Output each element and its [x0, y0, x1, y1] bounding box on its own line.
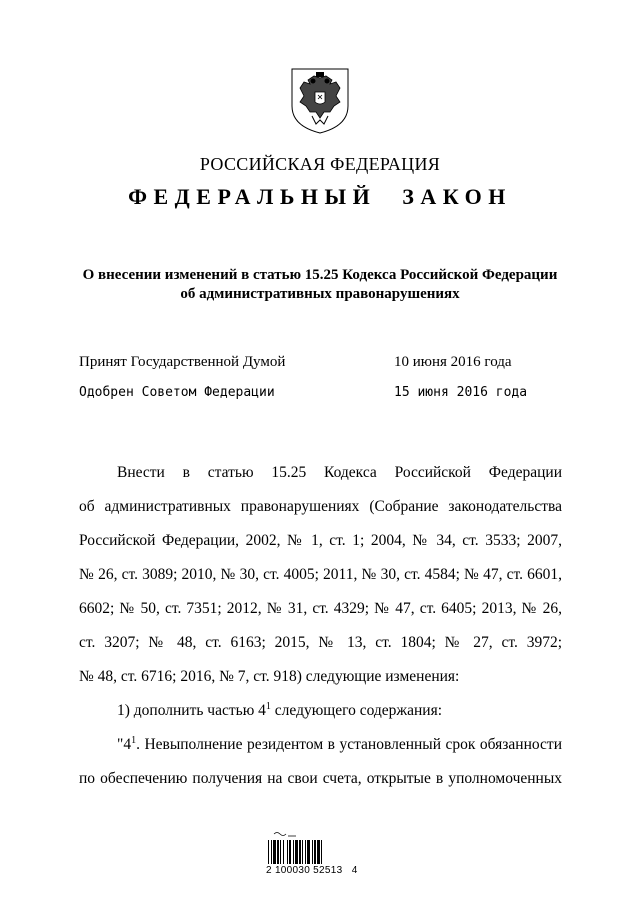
law-type-heading: ФЕДЕРАЛЬНЫЙ ЗАКОН [128, 184, 512, 209]
duma-adoption-date: 10 июня 2016 года [394, 354, 512, 370]
duma-adoption-label: Принят Государственной Думой [79, 354, 286, 370]
body-line: Российской Федерации, 2002, № 1, ст. 1; 2004, № 34, ст. 3533; 2007, [79, 532, 562, 549]
superscript: 1 [265, 700, 271, 712]
superscript: 1 [131, 734, 137, 746]
law-title-line: О внесении изменений в статью 15.25 Кодекса Российской Федерации [82, 267, 558, 283]
body-line: ст. 3207; № 48, ст. 6163; 2015, № 13, ст. 1804; № 27, ст. 3972; [79, 634, 562, 651]
body-line: Внести в статью 15.25 Кодекса Российской Федерации [117, 464, 562, 481]
council-approval-date: 15 июня 2016 года [394, 385, 528, 400]
body-line: № 26, ст. 3089; 2010, № 30, ст. 4005; 2011, № 30, ст. 4584; № 47, ст. 6601, [79, 566, 562, 583]
quoted-part-line: по обеспечению получения на свои счета, открытые в уполномоченных [79, 770, 562, 787]
amendment-item-text: следующего содержания: [270, 702, 443, 719]
quote-text: . Невыполнение резидентом в установленный срок обязанности [136, 736, 562, 753]
country-heading: РОССИЙСКАЯ ФЕДЕРАЦИЯ [199, 154, 441, 174]
body-line: об административных правонарушениях (Собрание законодательства [79, 498, 562, 515]
law-title-line: об административных правонарушениях [180, 286, 460, 302]
amendment-item-1 [79, 694, 562, 728]
quote-open: "4 [117, 736, 132, 753]
amendment-item-text: 1) дополнить частью 4 [117, 702, 266, 719]
law-body [79, 456, 562, 796]
body-line: № 48, ст. 6716; 2016, № 7, ст. 918) следующие изменения: [79, 668, 460, 685]
quoted-part-line [79, 728, 562, 762]
barcode-number: 2 100030 52513 4 [266, 865, 358, 876]
council-approval-label: Одобрен Советом Федерации [79, 385, 275, 400]
russian-coat-of-arms-icon [288, 66, 352, 136]
body-line: 6602; № 50, ст. 7351; 2012, № 31, ст. 4329; № 47, ст. 6405; 2013, № 26, [79, 600, 562, 617]
law-title [60, 266, 580, 304]
